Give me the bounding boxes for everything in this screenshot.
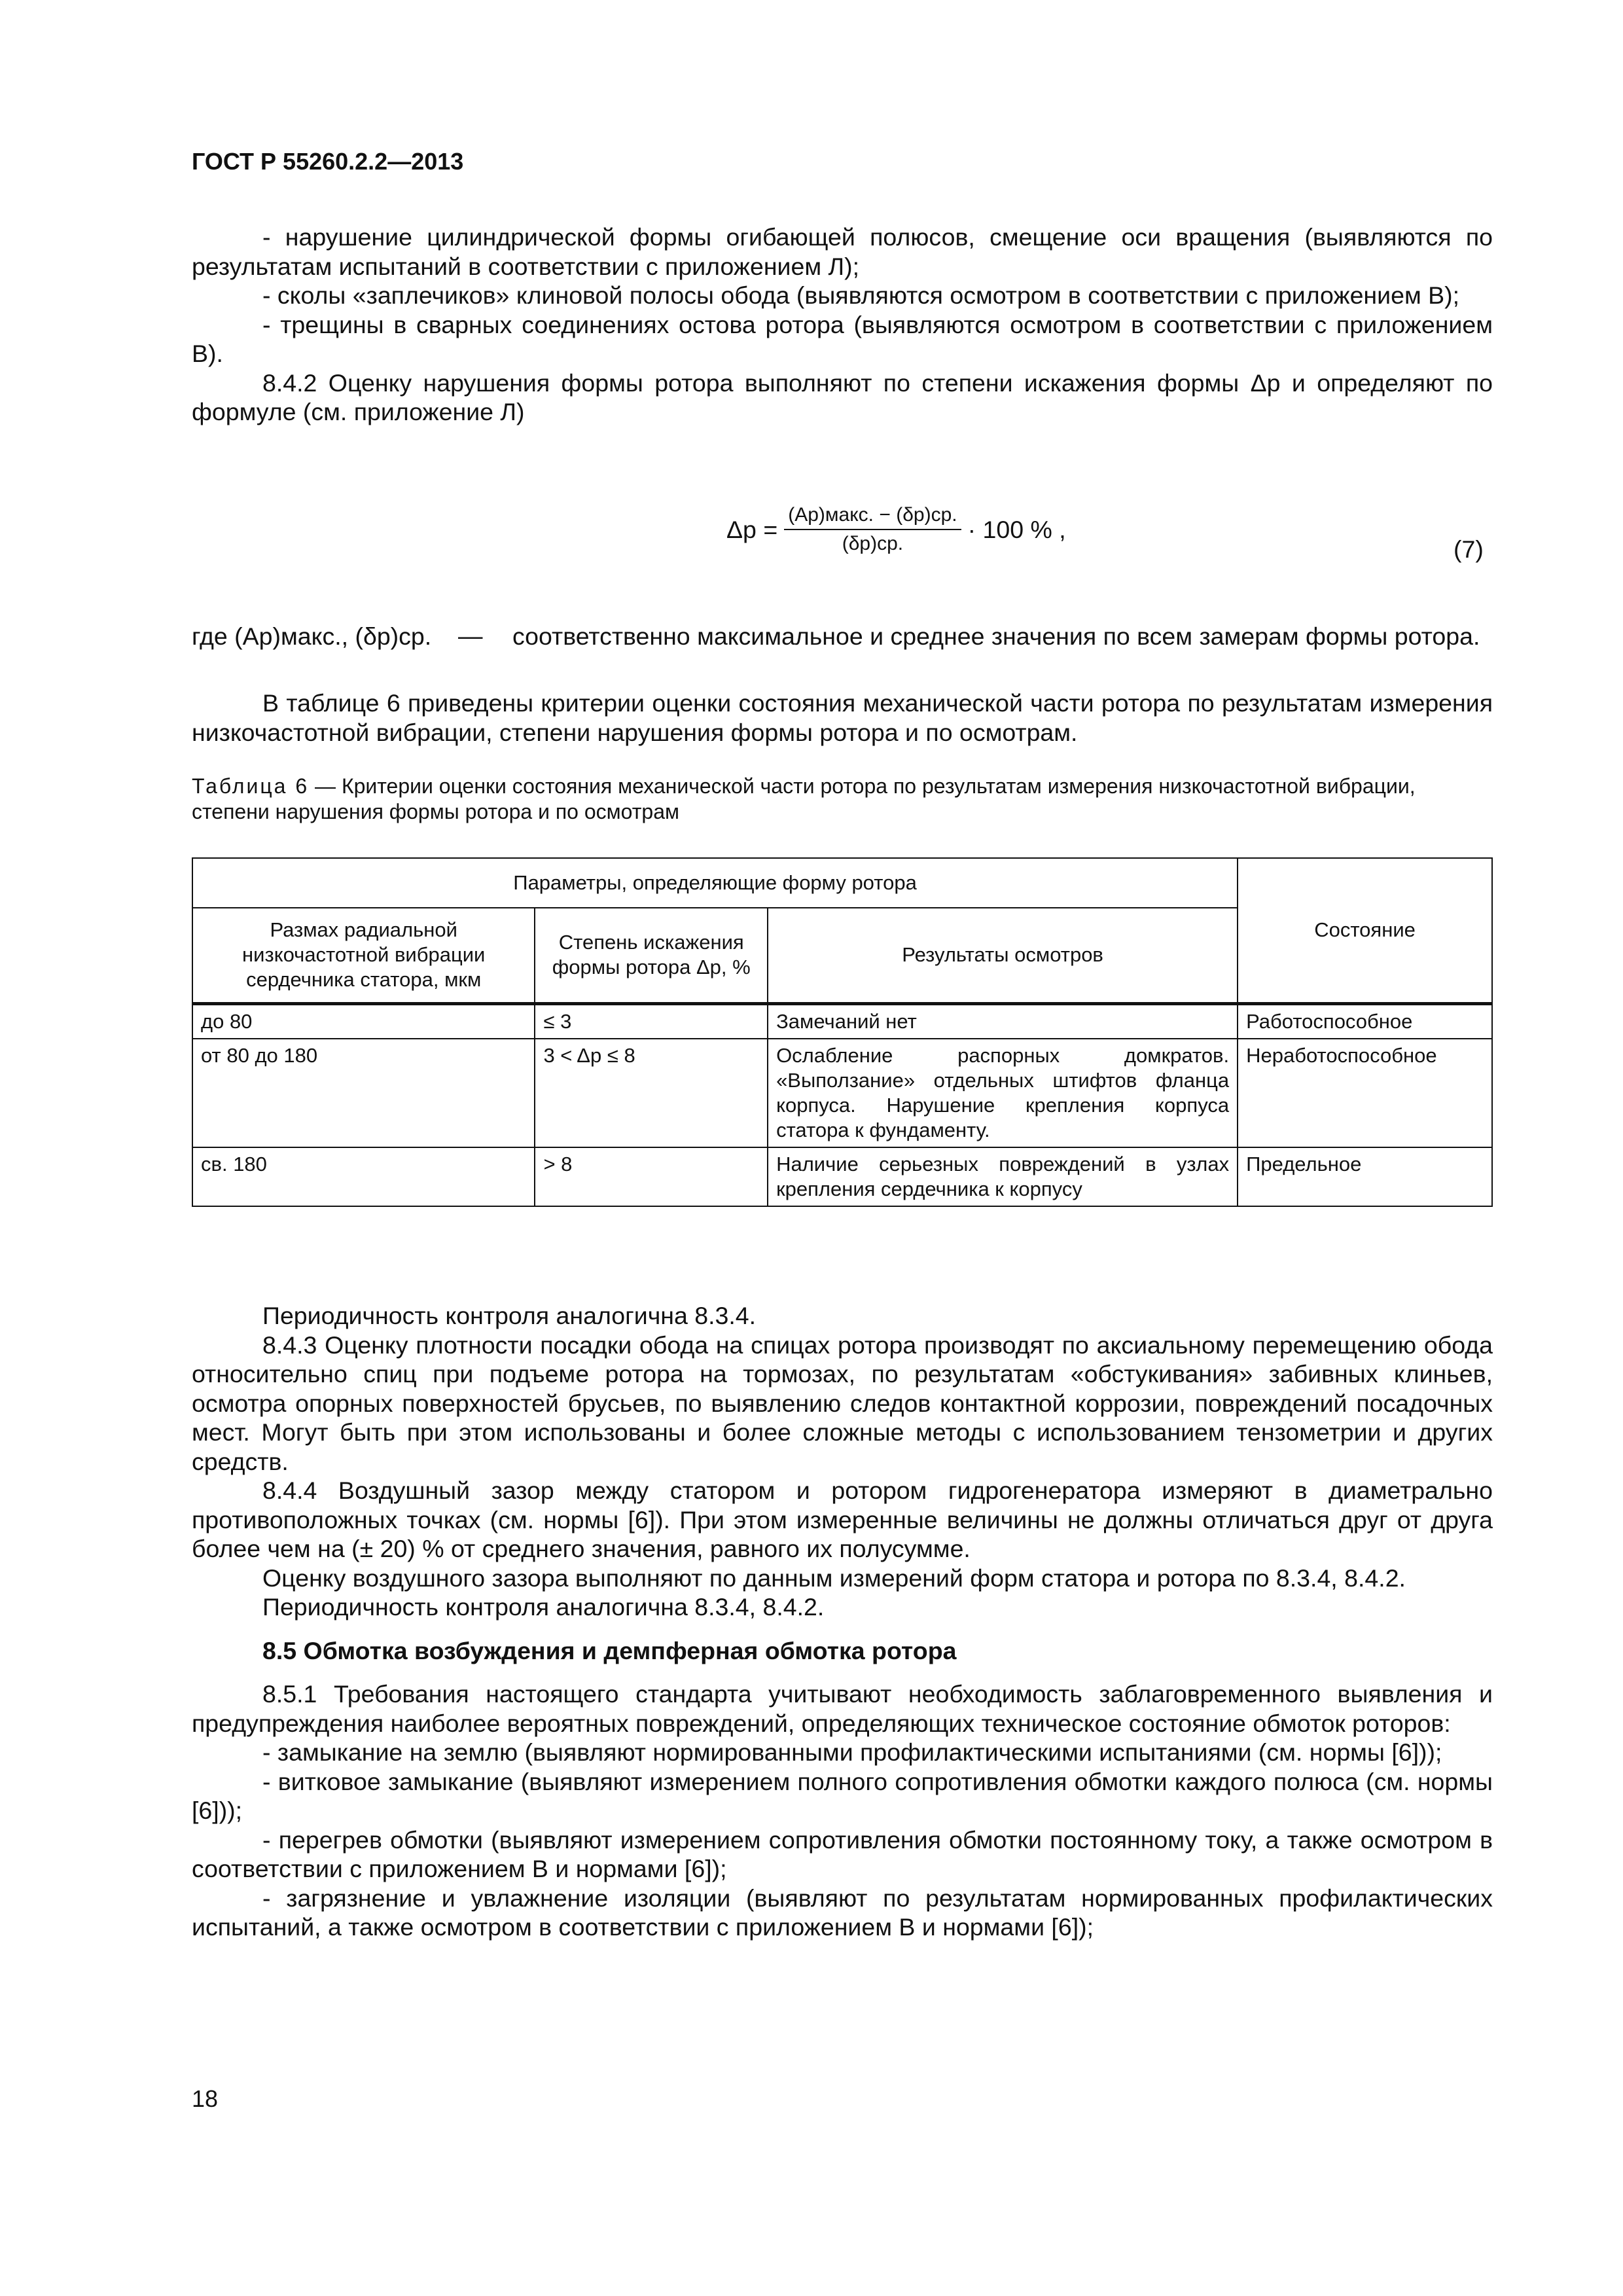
intro-block (192, 223, 1493, 427)
section-heading: 8.5 Обмотка возбуждения и демпферная обмотка ротора (262, 1636, 957, 1664)
table-cell-vibration: от 80 до 180 (192, 1039, 535, 1147)
table-cell-distortion: 3 < Δр ≤ 8 (535, 1039, 768, 1147)
criteria-table (192, 857, 1493, 1207)
table-cell-vibration: св. 180 (192, 1147, 535, 1206)
paragraph: Периодичность контроля аналогична 8.3.4. (262, 1302, 757, 1329)
where-dash: — (458, 622, 483, 649)
table-cell-distortion: ≤ 3 (535, 1003, 768, 1039)
table-caption-label: Таблица 6 (192, 774, 310, 798)
table-caption-text: — Критерии оценки состояния механической части ротора по результатам измерения низкочастотной вибрации, степени нарушения формы ротора и по осмотрам (192, 774, 1416, 823)
table-group-header: Параметры, определяющие форму ротора (192, 858, 1238, 908)
table-row (192, 1147, 1492, 1206)
table-state-header: Состояние (1238, 858, 1492, 1003)
table-row (192, 1003, 1492, 1039)
table-cell-state: Работоспособное (1238, 1003, 1492, 1039)
formula-numerator: (Aр)макс. − (δр)ср. (784, 504, 961, 530)
table-col-header: Размах радиальной низкочастотной вибрации сердечника статора, мкм (192, 908, 535, 1003)
list-item: - перегрев обмотки (выявляют измерением сопротивления обмотки постоянному току, а также осмотром в соответствии с приложением В и нормами [6]); (192, 1825, 1493, 1882)
paragraph: - трещины в сварных соединениях остова ротора (выявляются осмотром в соответствии с приложением В). (192, 310, 1493, 367)
list-item: - замыкание на землю (выявляют нормированными профилактическими испытаниями (см. нормы [6])); (262, 1738, 1442, 1766)
document-header: ГОСТ Р 55260.2.2—2013 (192, 148, 464, 175)
paragraph: В таблице 6 приведены критерии оценки состояния механической части ротора по результатам измерения низкочастотной вибрации, степени нарушения формы ротора и по осмотрам. (192, 689, 1493, 746)
paragraph: - нарушение цилиндрической формы огибающей полюсов, смещение оси вращения (выявляются по результатам испытаний в соответствии с приложением Л); (192, 223, 1493, 280)
table-col-header: Степень искажения формы ротора Δр, % (535, 908, 768, 1003)
paragraph: - сколы «заплечиков» клиновой полосы обода (выявляются осмотром в соответствии с приложением В); (262, 281, 1460, 309)
list-item: - загрязнение и увлажнение изоляции (выявляют по результатам нормированных профилактических испытаний, а также осмотром в соответствии с приложением В и нормами [6]); (192, 1884, 1493, 1941)
post-table-block (192, 1301, 1493, 1942)
table-cell-vibration: до 80 (192, 1003, 535, 1039)
where-description: соответственно максимальное и среднее значения по всем замерам формы ротора. (512, 622, 1480, 650)
paragraph: 8.4.3 Оценку плотности посадки обода на спицах ротора производят по аксиальному перемещению обода относительно спиц при подъеме ротора на тормозах, по результатам «обстукивания» забивных клиньев, осмотра опорных поверхностей брусьев, по выявлению следов контактной коррозии, повреждений посадочных мест. Могут быть при этом использованы и более сложные методы с использованием тензометрии и других средств. (192, 1331, 1493, 1475)
paragraph: Оценку воздушного зазора выполняют по данным измерений форм статора и ротора по 8.3.4, 8.4.2. (262, 1564, 1406, 1592)
formula-factor: · 100 % , (967, 515, 1066, 543)
paragraph: 8.5.1 Требования настоящего стандарта учитывают необходимость заблаговременного выявления и предупреждения наиболее вероятных повреждений, определяющих техническое состояние обмоток роторов: (192, 1680, 1493, 1737)
table-cell-inspection: Замечаний нет (768, 1003, 1238, 1039)
formula-denominator: (δр)ср. (842, 533, 904, 554)
formula-7 (726, 504, 1066, 555)
table-cell-state: Предельное (1238, 1147, 1492, 1206)
table-cell-distortion: > 8 (535, 1147, 768, 1206)
formula-fraction (784, 504, 961, 555)
paragraph: Периодичность контроля аналогична 8.3.4, 8.4.2. (262, 1593, 825, 1621)
table-col-header: Результаты осмотров (768, 908, 1238, 1003)
table-cell-inspection: Наличие серьезных повреждений в узлах крепления сердечника к корпусу (768, 1147, 1238, 1206)
paragraph: 8.4.2 Оценку нарушения формы ротора выполняют по степени искажения формы Δр и определяют по формуле (см. приложение Л) (192, 368, 1493, 425)
formula-number: (7) (1454, 535, 1484, 563)
page-number: 18 (192, 2085, 219, 2112)
table-cell-state: Неработоспособное (1238, 1039, 1492, 1147)
formula-lhs: Δp = (726, 515, 778, 543)
paragraph: 8.4.4 Воздушный зазор между статором и ротором гидрогенератора измеряют в диаметрально противоположных точках (см. нормы [6]). При этом измеренные величины не должны отличаться друг от друга более чем на (± 20) % от среднего значения, равного их полусумме. (192, 1477, 1493, 1562)
list-item: - витковое замыкание (выявляют измерением полного сопротивления обмотки каждого полюса (см. нормы [6])); (192, 1767, 1493, 1824)
table-row (192, 1039, 1492, 1147)
pre-table-block (192, 689, 1493, 747)
table-cell-inspection: Ослабление распорных домкратов. «Выползание» отдельных штифтов фланца корпуса. Нарушение крепления корпуса статора к фундаменту. (768, 1039, 1238, 1147)
table-caption (192, 774, 1493, 825)
where-term: где (Aр)макс., (δр)ср. (192, 622, 432, 650)
